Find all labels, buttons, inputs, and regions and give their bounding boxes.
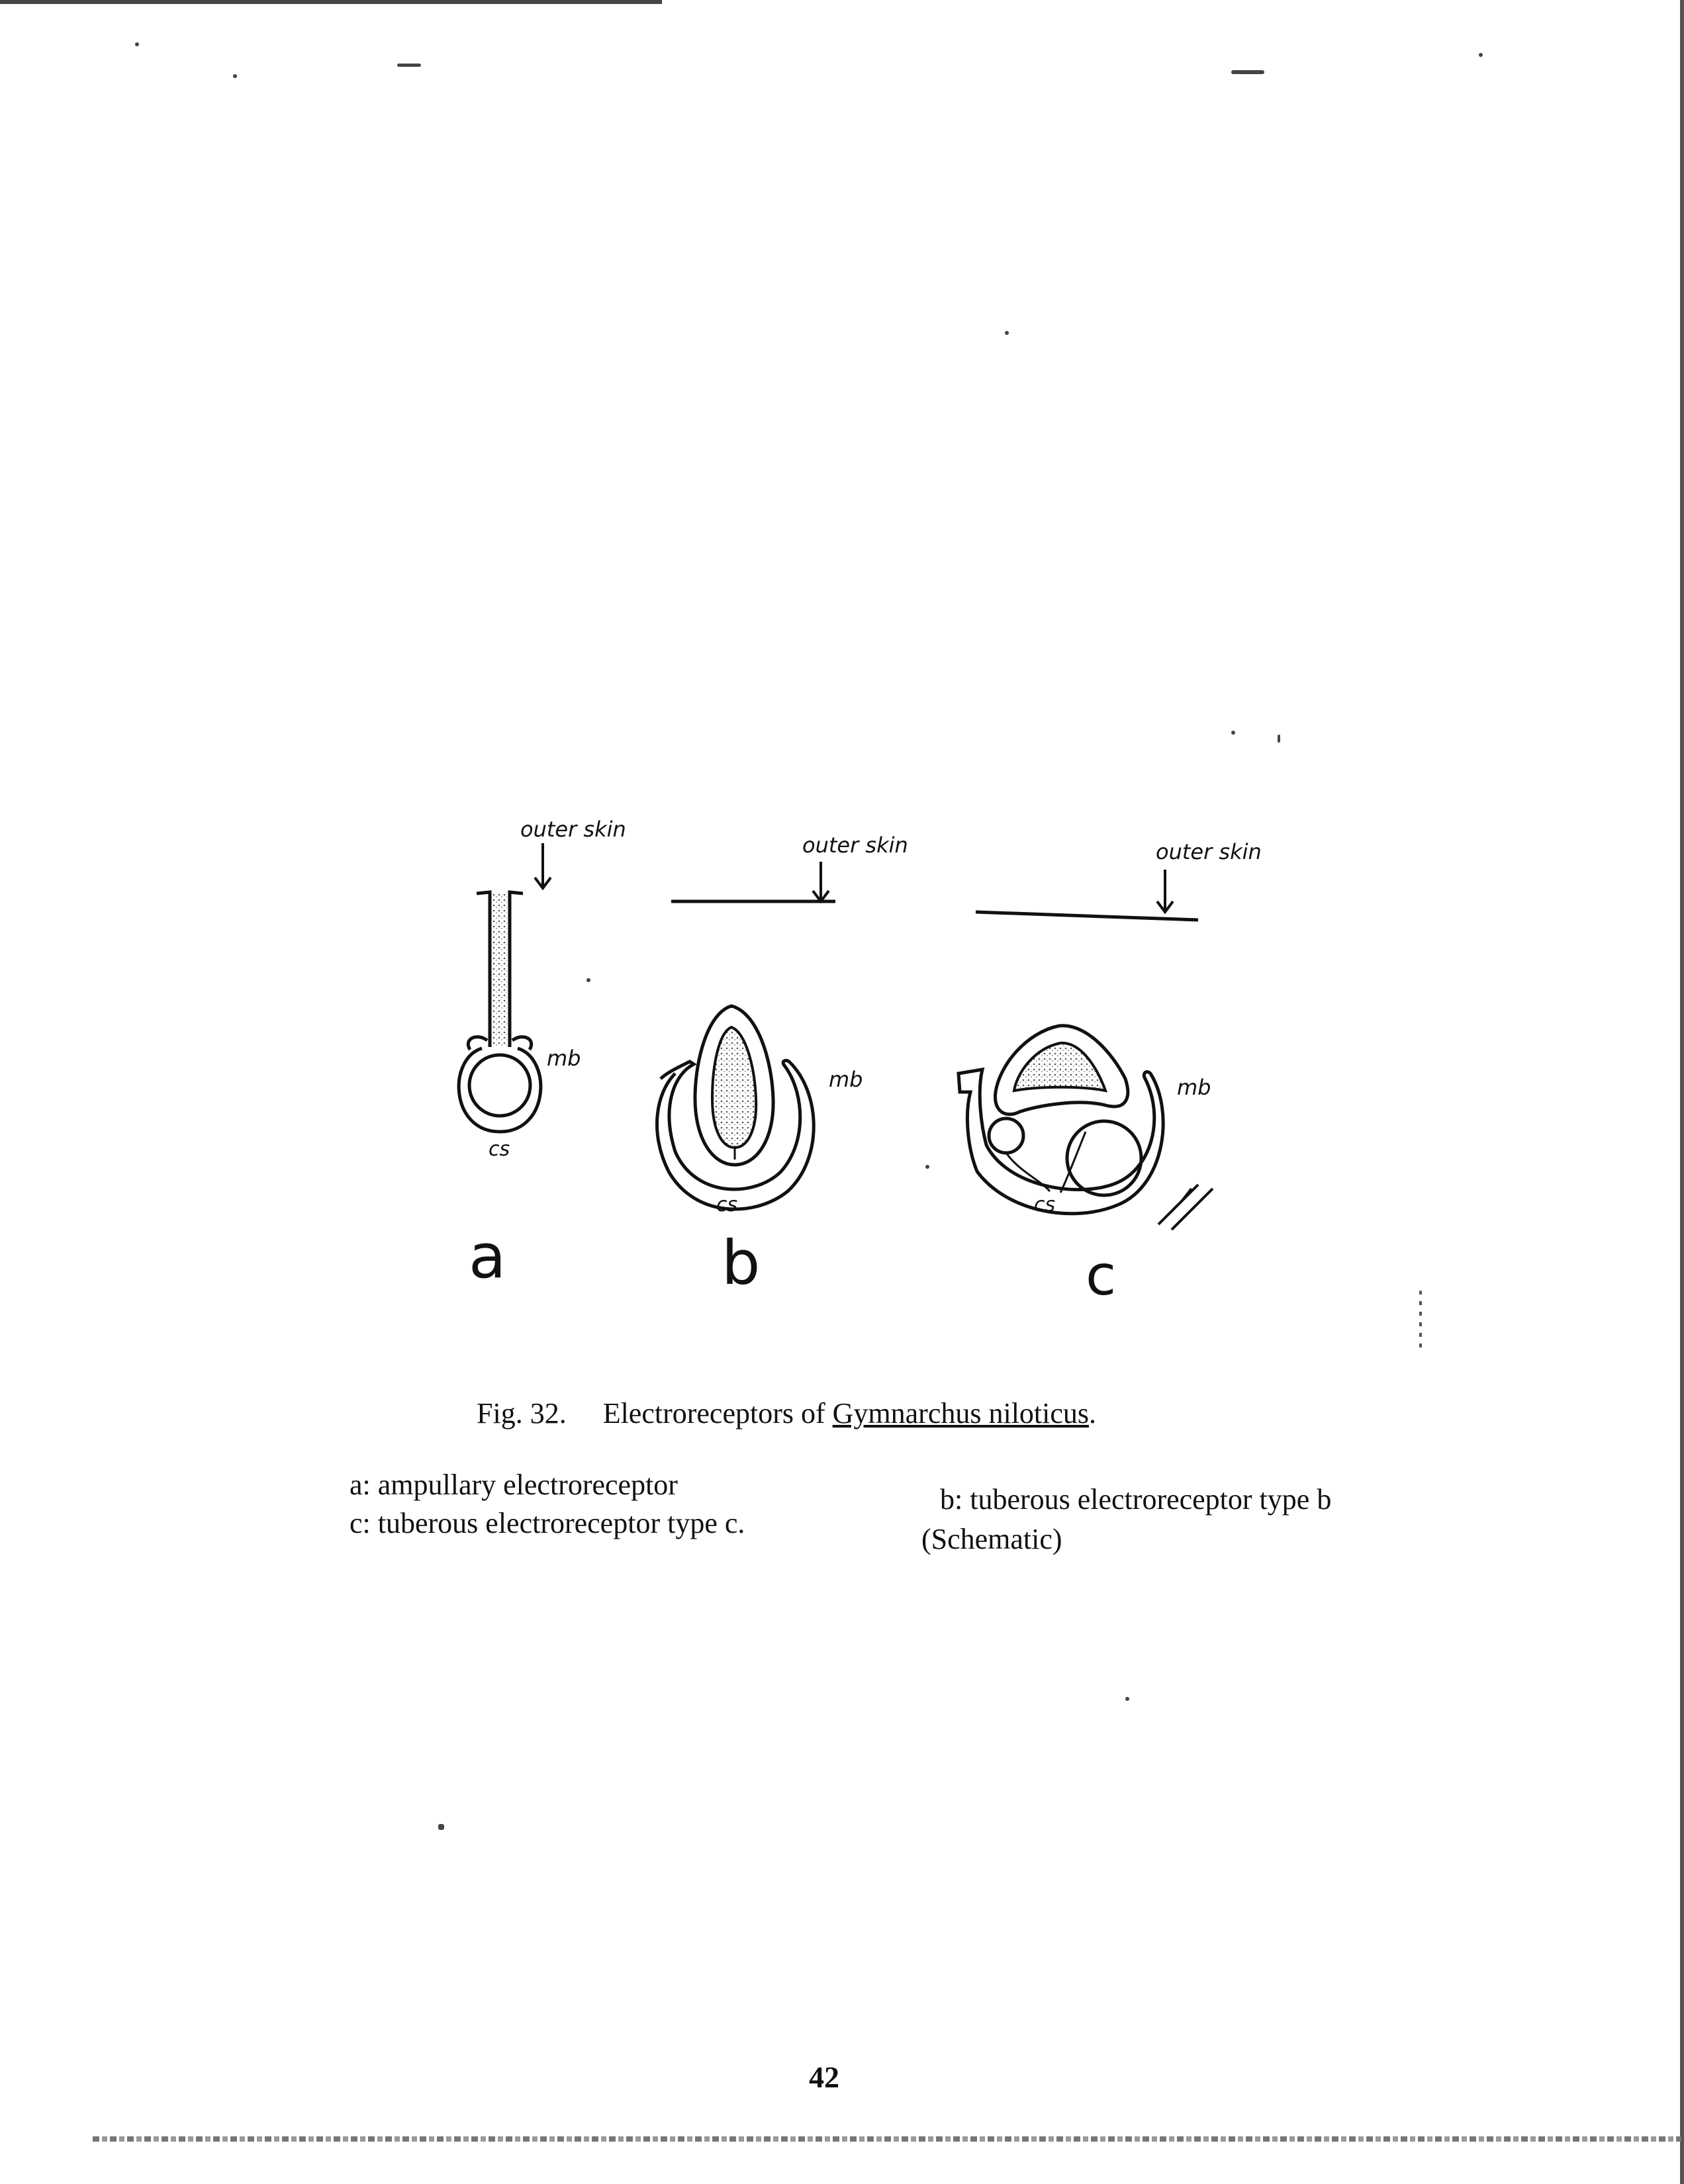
panel-a-ampulla: [469, 1055, 530, 1116]
species-name: Gymnarchus niloticus: [832, 1397, 1090, 1430]
panel-a-skin-label: outer skin: [520, 817, 626, 842]
scan-speck: [438, 1824, 444, 1830]
panel-a-canal-fill: [492, 893, 507, 1047]
panel-a: [459, 817, 626, 1292]
caption-text: Electroreceptors of: [602, 1397, 825, 1430]
scan-speck: [1125, 1697, 1129, 1701]
scan-speck: [135, 42, 139, 46]
right-scan-edge: [1680, 0, 1684, 2184]
scan-speck: [1005, 331, 1009, 335]
bottom-scan-edge: [93, 2136, 1681, 2142]
panel-c-cell-right: [1067, 1121, 1141, 1195]
caption-period: .: [1089, 1397, 1097, 1430]
panel-c-cell-left: [989, 1118, 1023, 1153]
panel-a-membrane-right: [512, 1037, 532, 1050]
panel-b-cs-label: cs: [716, 1193, 738, 1216]
scan-speck: [1231, 731, 1235, 735]
figure-caption: [477, 1396, 1096, 1430]
panel-b-mb-label: mb: [829, 1067, 863, 1092]
legend-schematic-note: (Schematic): [921, 1523, 1062, 1555]
panel-a-canal-left: [477, 892, 490, 1047]
scan-speck: [1419, 1291, 1422, 1350]
scan-speck: [233, 74, 237, 78]
panel-c-skin-label: outer skin: [1156, 839, 1262, 864]
panel-a-membrane-left: [468, 1037, 487, 1050]
scan-speck: [1479, 53, 1483, 57]
panel-c-cs-label: cs: [1034, 1193, 1056, 1216]
electroreceptor-figure: [424, 814, 1337, 1317]
panel-a-cs-label: cs: [489, 1138, 510, 1161]
panel-a-letter: a: [469, 1221, 506, 1292]
scan-speck: [397, 64, 421, 67]
panel-c-arrow: [1157, 870, 1173, 912]
panel-a-mb-label: mb: [547, 1046, 581, 1071]
panel-c-letter: c: [1086, 1243, 1117, 1308]
page-number: 42: [809, 2060, 839, 2094]
figure-drawing: [424, 814, 1337, 1317]
figure-number: Fig. 32.: [477, 1397, 567, 1430]
panel-a-arrow: [535, 843, 551, 888]
panel-a-canal-right: [510, 892, 523, 1047]
panel-c-receptor-inner: [1014, 1043, 1105, 1091]
legend-item-c: c: tuberous electroreceptor type c.: [350, 1507, 745, 1539]
panel-b: [657, 833, 908, 1298]
panel-b-receptor-inner: [712, 1027, 756, 1148]
panel-c-scribble: [1158, 1185, 1213, 1230]
scan-speck: [1278, 735, 1280, 743]
top-scan-edge: [0, 0, 662, 4]
legend-item-b: b: tuberous electroreceptor type b: [940, 1483, 1332, 1516]
panel-b-arrow: [813, 862, 829, 901]
scan-speck: [1231, 70, 1264, 74]
panel-b-letter: b: [722, 1228, 761, 1298]
panel-b-skin-label: outer skin: [802, 833, 908, 858]
panel-c-mb-label: mb: [1177, 1075, 1211, 1100]
legend-item-a: a: ampullary electroreceptor: [350, 1469, 678, 1501]
panel-c: [959, 839, 1262, 1308]
